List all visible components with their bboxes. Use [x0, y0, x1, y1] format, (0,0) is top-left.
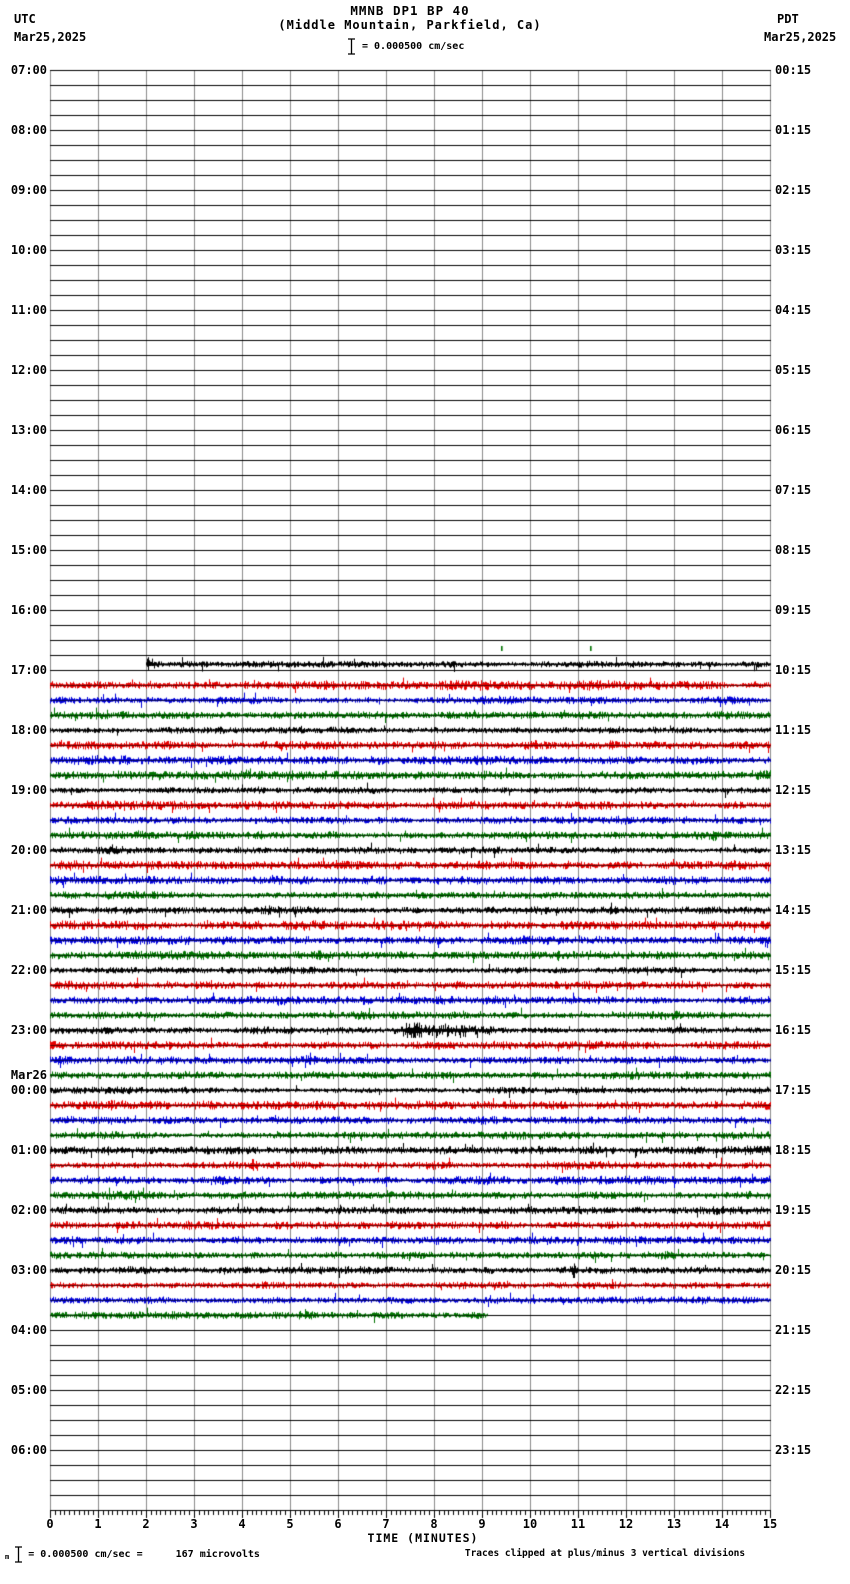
- pdt-hour-label: 17:15: [775, 1083, 812, 1097]
- right-date-label: Mar25,2025: [764, 30, 837, 44]
- utc-hour-label: 12:00: [10, 363, 47, 377]
- utc-hour-label: 02:00: [10, 1203, 47, 1217]
- date-rollover-label: Mar26: [10, 1068, 47, 1082]
- scale-bar-icon: [14, 1546, 23, 1563]
- x-tick-label: 14: [714, 1517, 730, 1531]
- x-tick-label: 1: [94, 1517, 102, 1531]
- utc-hour-label: 10:00: [10, 243, 47, 257]
- pdt-hour-label: 13:15: [775, 843, 812, 857]
- utc-hour-label: 00:00: [10, 1083, 47, 1097]
- pdt-hour-label: 03:15: [775, 243, 812, 257]
- x-tick-label: 13: [666, 1517, 682, 1531]
- clipping-note: Traces clipped at plus/minus 3 vertical divisions: [464, 1548, 746, 1559]
- pdt-hour-label: 14:15: [775, 903, 812, 917]
- x-tick-label: 7: [382, 1517, 390, 1531]
- utc-hour-label: 23:00: [10, 1023, 47, 1037]
- pdt-hour-label: 00:15: [775, 63, 812, 77]
- utc-hour-label: 05:00: [10, 1383, 47, 1397]
- station-title: MMNB DP1 BP 40: [350, 3, 470, 18]
- pdt-hour-label: 01:15: [775, 123, 812, 137]
- x-tick-label: 2: [142, 1517, 150, 1531]
- left-date-label: Mar25,2025: [14, 30, 87, 44]
- pdt-hour-label: 15:15: [775, 963, 812, 977]
- scale-bar-icon: [347, 38, 356, 55]
- x-tick-label: 0: [46, 1517, 54, 1531]
- x-tick-label: 4: [238, 1517, 246, 1531]
- footer-microvolts: 167 microvolts: [175, 1549, 260, 1560]
- utc-hour-label: 08:00: [10, 123, 47, 137]
- pdt-hour-label: 22:15: [775, 1383, 812, 1397]
- x-tick-label: 8: [430, 1517, 438, 1531]
- x-tick-label: 5: [286, 1517, 294, 1531]
- utc-hour-label: 15:00: [10, 543, 47, 557]
- pdt-hour-label: 06:15: [775, 423, 812, 437]
- utc-hour-label: 14:00: [10, 483, 47, 497]
- utc-hour-label: 19:00: [10, 783, 47, 797]
- x-axis-title: TIME (MINUTES): [367, 1531, 479, 1545]
- utc-hour-label: 11:00: [10, 303, 47, 317]
- utc-hour-label: 09:00: [10, 183, 47, 197]
- x-tick-label: 11: [570, 1517, 586, 1531]
- x-tick-label: 15: [762, 1517, 778, 1531]
- pdt-hour-label: 02:15: [775, 183, 812, 197]
- utc-hour-label: 04:00: [10, 1323, 47, 1337]
- utc-hour-label: 22:00: [10, 963, 47, 977]
- pdt-hour-label: 19:15: [775, 1203, 812, 1217]
- scale-legend: [347, 38, 464, 55]
- pdt-hour-label: 04:15: [775, 303, 812, 317]
- scale-legend-text: = 0.000500 cm/sec: [362, 41, 465, 52]
- pdt-hour-label: 08:15: [775, 543, 812, 557]
- pdt-hour-label: 09:15: [775, 603, 812, 617]
- utc-hour-label: 07:00: [10, 63, 47, 77]
- footer-scale-equation: = 0.000500 cm/sec =: [28, 1549, 143, 1560]
- utc-hour-label: 13:00: [10, 423, 47, 437]
- pdt-hour-label: 16:15: [775, 1023, 812, 1037]
- footer-prefix: m: [5, 1553, 10, 1561]
- utc-hour-label: 20:00: [10, 843, 47, 857]
- pdt-hour-label: 18:15: [775, 1143, 812, 1157]
- x-tick-label: 3: [190, 1517, 198, 1531]
- right-timezone-label: PDT: [777, 12, 799, 26]
- utc-hour-label: 16:00: [10, 603, 47, 617]
- pdt-hour-label: 20:15: [775, 1263, 812, 1277]
- pdt-hour-label: 12:15: [775, 783, 812, 797]
- utc-hour-label: 01:00: [10, 1143, 47, 1157]
- footer-scale-note: [5, 1546, 260, 1563]
- pdt-hour-label: 10:15: [775, 663, 812, 677]
- pdt-hour-label: 23:15: [775, 1443, 812, 1457]
- left-timezone-label: UTC: [14, 12, 36, 26]
- x-tick-label: 9: [478, 1517, 486, 1531]
- utc-hour-label: 18:00: [10, 723, 47, 737]
- pdt-hour-label: 11:15: [775, 723, 812, 737]
- utc-hour-label: 21:00: [10, 903, 47, 917]
- pdt-hour-label: 07:15: [775, 483, 812, 497]
- station-location: (Middle Mountain, Parkfield, Ca): [278, 18, 542, 32]
- x-tick-label: 6: [334, 1517, 342, 1531]
- x-tick-label: 12: [618, 1517, 634, 1531]
- utc-hour-label: 17:00: [10, 663, 47, 677]
- x-tick-label: 10: [522, 1517, 538, 1531]
- utc-hour-label: 03:00: [10, 1263, 47, 1277]
- pdt-hour-label: 21:15: [775, 1323, 812, 1337]
- utc-hour-label: 06:00: [10, 1443, 47, 1457]
- pdt-hour-label: 05:15: [775, 363, 812, 377]
